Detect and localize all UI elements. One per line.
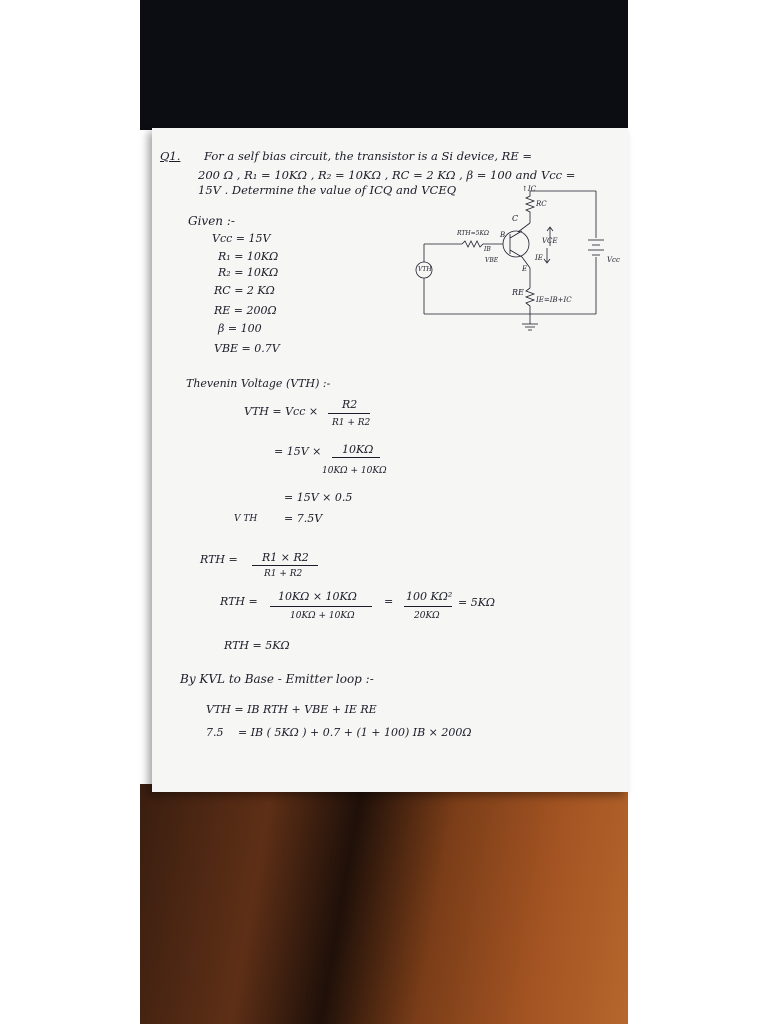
circuit-label-b: B	[500, 231, 506, 239]
vth-substitution-fraction-bar	[332, 457, 380, 458]
kvl-substituted-lhs: 7.5	[206, 726, 224, 739]
rth-equals-sign: =	[384, 595, 394, 608]
question-label: Q1.	[160, 149, 181, 163]
given-re: RE = 200Ω	[214, 304, 277, 317]
circuit-label-vth: VTH	[418, 266, 432, 273]
vth-substitution-numerator: 10KΩ	[342, 443, 374, 456]
kvl-heading: By KVL to Base - Emitter loop :-	[180, 672, 374, 686]
rth-formula-denominator: R1 + R2	[264, 569, 303, 579]
vth-formula-lhs: VTH = Vcc ×	[244, 405, 319, 418]
handwritten-page	[152, 128, 628, 792]
rth-substitution-numerator: 10KΩ × 10KΩ	[278, 590, 357, 603]
circuit-label-ic: ↑IC	[522, 185, 536, 193]
given-beta: β = 100	[218, 322, 262, 335]
rth-substitution-lhs: RTH =	[220, 595, 258, 608]
given-vcc: Vcc = 15V	[212, 232, 271, 245]
rth-substitution-fraction-bar	[270, 606, 372, 607]
question-line-3: 15V . Determine the value of ICQ and VCEQ	[198, 183, 457, 197]
wooden-table-surface	[140, 784, 628, 1024]
circuit-label-ie: IE	[535, 254, 543, 262]
thevenin-heading: Thevenin Voltage (VTH) :-	[186, 377, 331, 390]
question-line-2: 200 Ω , R₁ = 10KΩ , R₂ = 10KΩ , RC = 2 KΩ , β = 100 and Vcc =	[198, 168, 576, 182]
circuit-label-ie-equation: IE=IB+IC	[536, 296, 572, 304]
vth-substitution-denominator: 10KΩ + 10KΩ	[322, 466, 387, 476]
circuit-label-ib: IB	[484, 246, 491, 253]
dark-background-top	[140, 0, 628, 130]
given-vbe: VBE = 0.7V	[214, 342, 280, 355]
vth-simplified: = 15V × 0.5	[284, 491, 353, 504]
kvl-substituted-rhs: = IB ( 5KΩ ) + 0.7 + (1 + 100) IB × 200Ω	[238, 726, 472, 739]
question-line-1: For a self bias circuit, the transistor is a Si device, RE =	[204, 149, 533, 163]
rth-formula-fraction-bar	[252, 565, 318, 566]
circuit-label-rth: RTH=5KΩ	[457, 230, 489, 237]
circuit-label-c: C	[512, 214, 519, 223]
rth-final-result: RTH = 5KΩ	[224, 639, 290, 652]
rth-substitution-denominator: 10KΩ + 10KΩ	[290, 611, 355, 621]
given-r1: R₁ = 10KΩ	[218, 250, 279, 263]
rth-product-numerator: 100 KΩ²	[406, 590, 453, 603]
vth-formula-fraction-bar	[328, 413, 370, 414]
given-rc: RC = 2 KΩ	[214, 284, 275, 297]
rth-product-fraction-bar	[404, 606, 452, 607]
vth-result-lhs: V TH	[234, 514, 258, 524]
self-bias-circuit-diagram	[152, 128, 628, 792]
rth-formula-numerator: R1 × R2	[262, 551, 309, 564]
circuit-label-e: E	[522, 265, 528, 273]
given-heading: Given :-	[188, 214, 235, 228]
vth-substitution-lhs: = 15V ×	[274, 445, 322, 458]
rth-formula-lhs: RTH =	[200, 553, 238, 566]
vth-formula-denominator: R1 + R2	[332, 418, 371, 428]
rth-product-result: = 5KΩ	[458, 596, 496, 609]
circuit-label-re: RE	[512, 288, 524, 297]
circuit-label-vcc: Vcc	[607, 256, 620, 264]
given-r2: R₂ = 10KΩ	[218, 266, 279, 279]
circuit-label-rc: RC	[536, 200, 547, 208]
vth-formula-numerator: R2	[342, 398, 358, 411]
circuit-label-vbe: VBE	[485, 257, 499, 264]
rth-product-denominator: 20KΩ	[414, 611, 440, 621]
kvl-equation: VTH = IB RTH + VBE + IE RE	[206, 703, 377, 716]
vth-result-value: = 7.5V	[284, 512, 323, 525]
circuit-label-vce: VCE	[542, 237, 558, 245]
